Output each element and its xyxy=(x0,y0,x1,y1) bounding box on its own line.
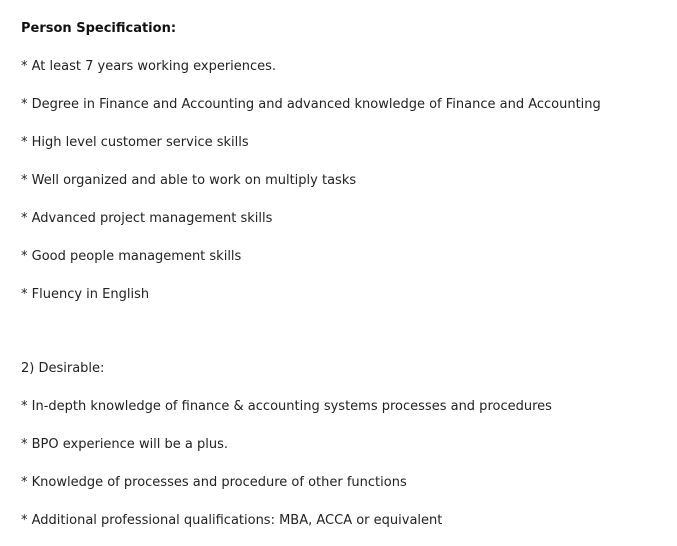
list-item: * In-depth knowledge of finance & accounting systems processes and procedures xyxy=(21,399,552,414)
list-item: * Fluency in English xyxy=(21,287,150,302)
list-item: * High level customer service skills xyxy=(21,135,249,150)
list-item: * Good people management skills xyxy=(21,249,242,264)
person-specification-heading: Person Specification: xyxy=(21,21,177,36)
list-item: * Advanced project management skills xyxy=(21,211,273,226)
list-item: * At least 7 years working experiences. xyxy=(21,59,277,74)
list-item: * BPO experience will be a plus. xyxy=(21,437,229,452)
desirable-heading: 2) Desirable: xyxy=(21,361,105,376)
list-item: * Degree in Finance and Accounting and advanced knowledge of Finance and Accounting xyxy=(21,97,601,112)
list-item: * Well organized and able to work on multiply tasks xyxy=(21,173,357,188)
list-item: * Knowledge of processes and procedure of other functions xyxy=(21,475,407,490)
list-item: * Additional professional qualifications: MBA, ACCA or equivalent xyxy=(21,513,443,528)
